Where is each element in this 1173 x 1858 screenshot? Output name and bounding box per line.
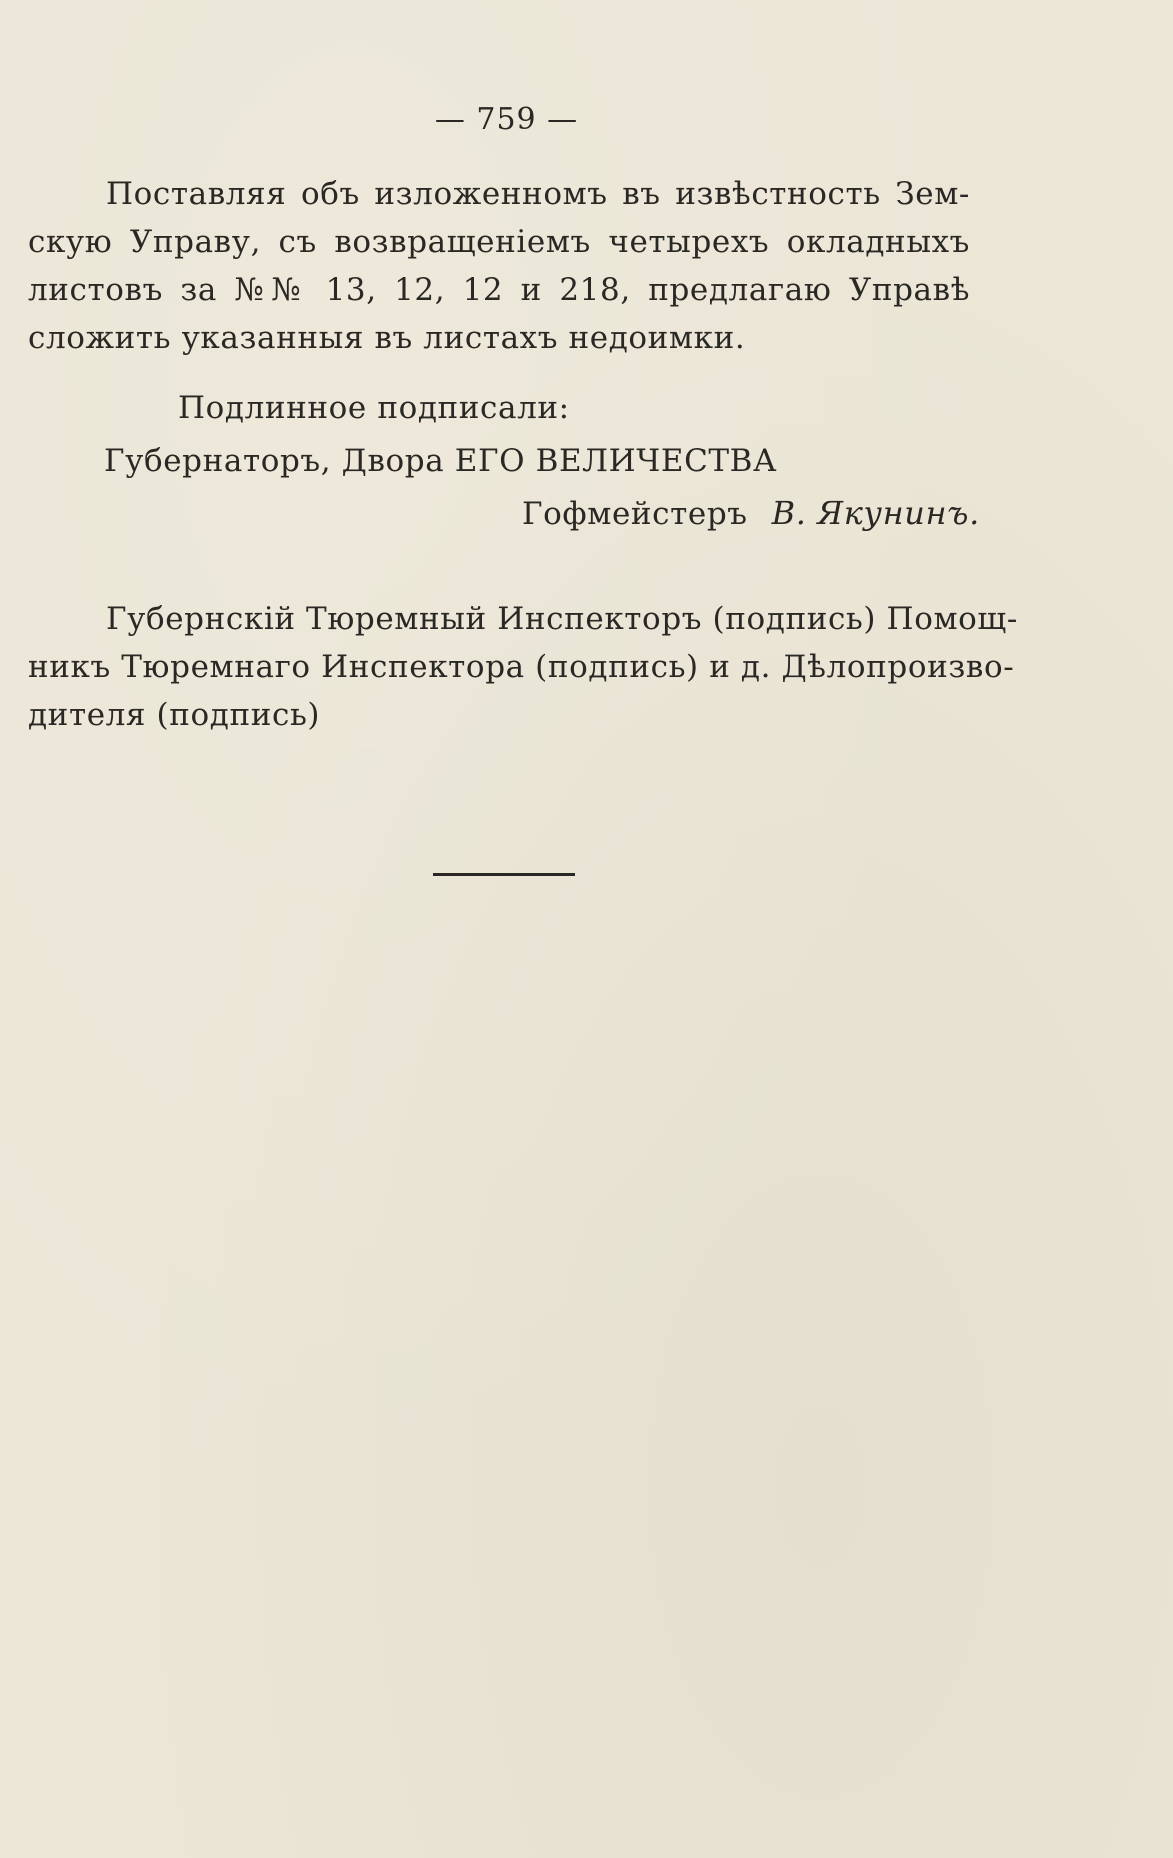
signature-intro: Подлинное подписали: [178, 390, 570, 426]
paragraph-line: дителя (подпись) [28, 697, 321, 733]
paragraph-instruction [28, 170, 970, 362]
page-number: — 759 — [434, 102, 579, 137]
closing-rule [433, 873, 575, 876]
paragraph-line: Поставляя объ изложенномъ въ извѣстность Зем- [106, 176, 970, 212]
signature-governor: Губернаторъ, Двора ЕГО ВЕЛИЧЕСТВА [104, 443, 778, 479]
paragraph-line: скую Управу, съ возвращеніемъ четырехъ окладныхъ [28, 224, 970, 260]
paragraph-line: Губернскій Тюремный Инспекторъ (подпись) Помощ- [106, 601, 1018, 637]
paragraph-signatories [28, 595, 1018, 739]
signature-title: Гофмейстеръ [522, 496, 748, 532]
signature-title-line [522, 494, 980, 532]
paragraph-line: никъ Тюремнаго Инспектора (подпись) и д. Дѣлопроизво- [28, 649, 1015, 685]
paragraph-line: сложить указанныя въ листахъ недоимки. [28, 320, 746, 356]
paragraph-line: листовъ за №№ 13, 12, 12 и 218, предлагаю Управѣ [28, 272, 970, 308]
signature-name: В. Якунинъ. [771, 494, 980, 532]
